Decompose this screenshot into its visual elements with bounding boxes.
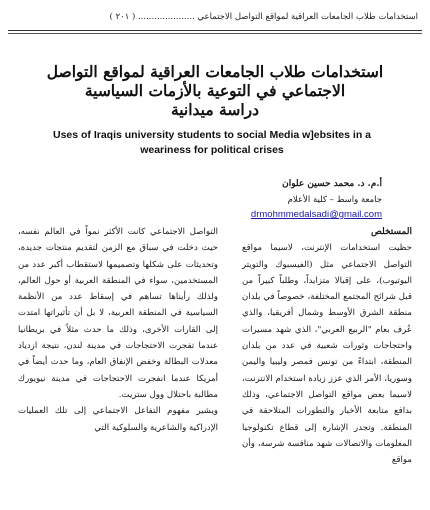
english-title: Uses of Iraqis university students to social Media w]ebsites in a weariness for political crises (52, 129, 371, 156)
body-paragraph-2: ويشير مفهوم التفاعل الاجتماعي إلى تلك العمليات الإدراكية والشاعرية والسلوكية التي (18, 406, 218, 433)
body-column (18, 224, 218, 436)
abstract-body: حظيت استخدامات الإنترنت، لاسيما مواقع التواصل الاجتماعي مثل (الفيسبوك والتويتر اليوتيوب)، على إقبالا متزايداً، وطلباً كبيراً من قبل شرائح المجتمع المختلفة، خصوصاً في بلدان منطقة الشرق الأوسط وشمال أفريقيا، والذي عُرف بعام "الربيع العربي"، الذي شهد مسيرات واحتجاجات وثورات شعبية في عدد من بلدان المنطقة، ابتداءً من تونس فمصر وليبيا واليمن وسوريا، الأمر الذي عزز زيادة استخدام الانترنت، لاسيما بعض مواقع التواصل الاجتماعي، وذلك بدافع متابعة الأخبار والتطورات المتلاحقة في المنطقة. وتجدر الإشارة إلى قطاع تكنولوجيا المعلومات والاتصالات شهد منافسة شرسة، وأن مواقع (242, 243, 412, 466)
author-email-link[interactable]: drmohmmedalsadi@gmail.com (250, 209, 382, 220)
arabic-title-line-1: استخدامات طلاب الجامعات العراقية لمواقع التواصل (46, 62, 384, 81)
arabic-title-line-3: دراسة ميدانية (170, 100, 260, 119)
arabic-title (20, 62, 410, 119)
abstract-heading: المستخلص (370, 227, 412, 237)
running-header (12, 8, 418, 26)
author-name: أ.م. د. محمد حسين علوان (282, 179, 382, 189)
header-rule (8, 30, 422, 31)
header-rule-thin (8, 33, 422, 34)
arabic-title-line-2: الاجتماعي في التوعية بالأزمات السياسية (84, 81, 346, 100)
body-paragraph-1: التواصل الاجتماعي كانت الأكثر نمواً في العالم نفسه، حيث دخلت في سباق مع الزمن لتقديم منتجات جديدة، وتحديثات على شكلها وتصميمها لاستقطاب أكبر عدد من المستخدمين، سواء في المنطقة العربية أو حول العالم، ولذلك رأيناها تساهم في إسقاط عدد من الأنظمة السياسية في المنطقة العربية، لا بل أن تأثيراتها امتدت إلى القارات الأخرى، وذلك ما حدث مثلاً في بريطانيا عندما تفجرت الاحتجاجات في مدينة لندن، نتيجة ازدياد معدلات البطالة وخفض الإنفاق العام، وما حدث أيضاً في أمريكا عندما انفجرت الاحتجاجات في مدينة نيويورك مطالبة باحتلال وول ستريت. (18, 227, 218, 400)
abstract-column (242, 224, 412, 468)
author-affiliation: جامعة واسط – كلية الأعلام (287, 195, 382, 205)
running-header-text: استخدامات طلاب الجامعات العراقية لمواقع التواصل الاجتماعي ..................... ( ٢٠١ ) (109, 12, 418, 22)
